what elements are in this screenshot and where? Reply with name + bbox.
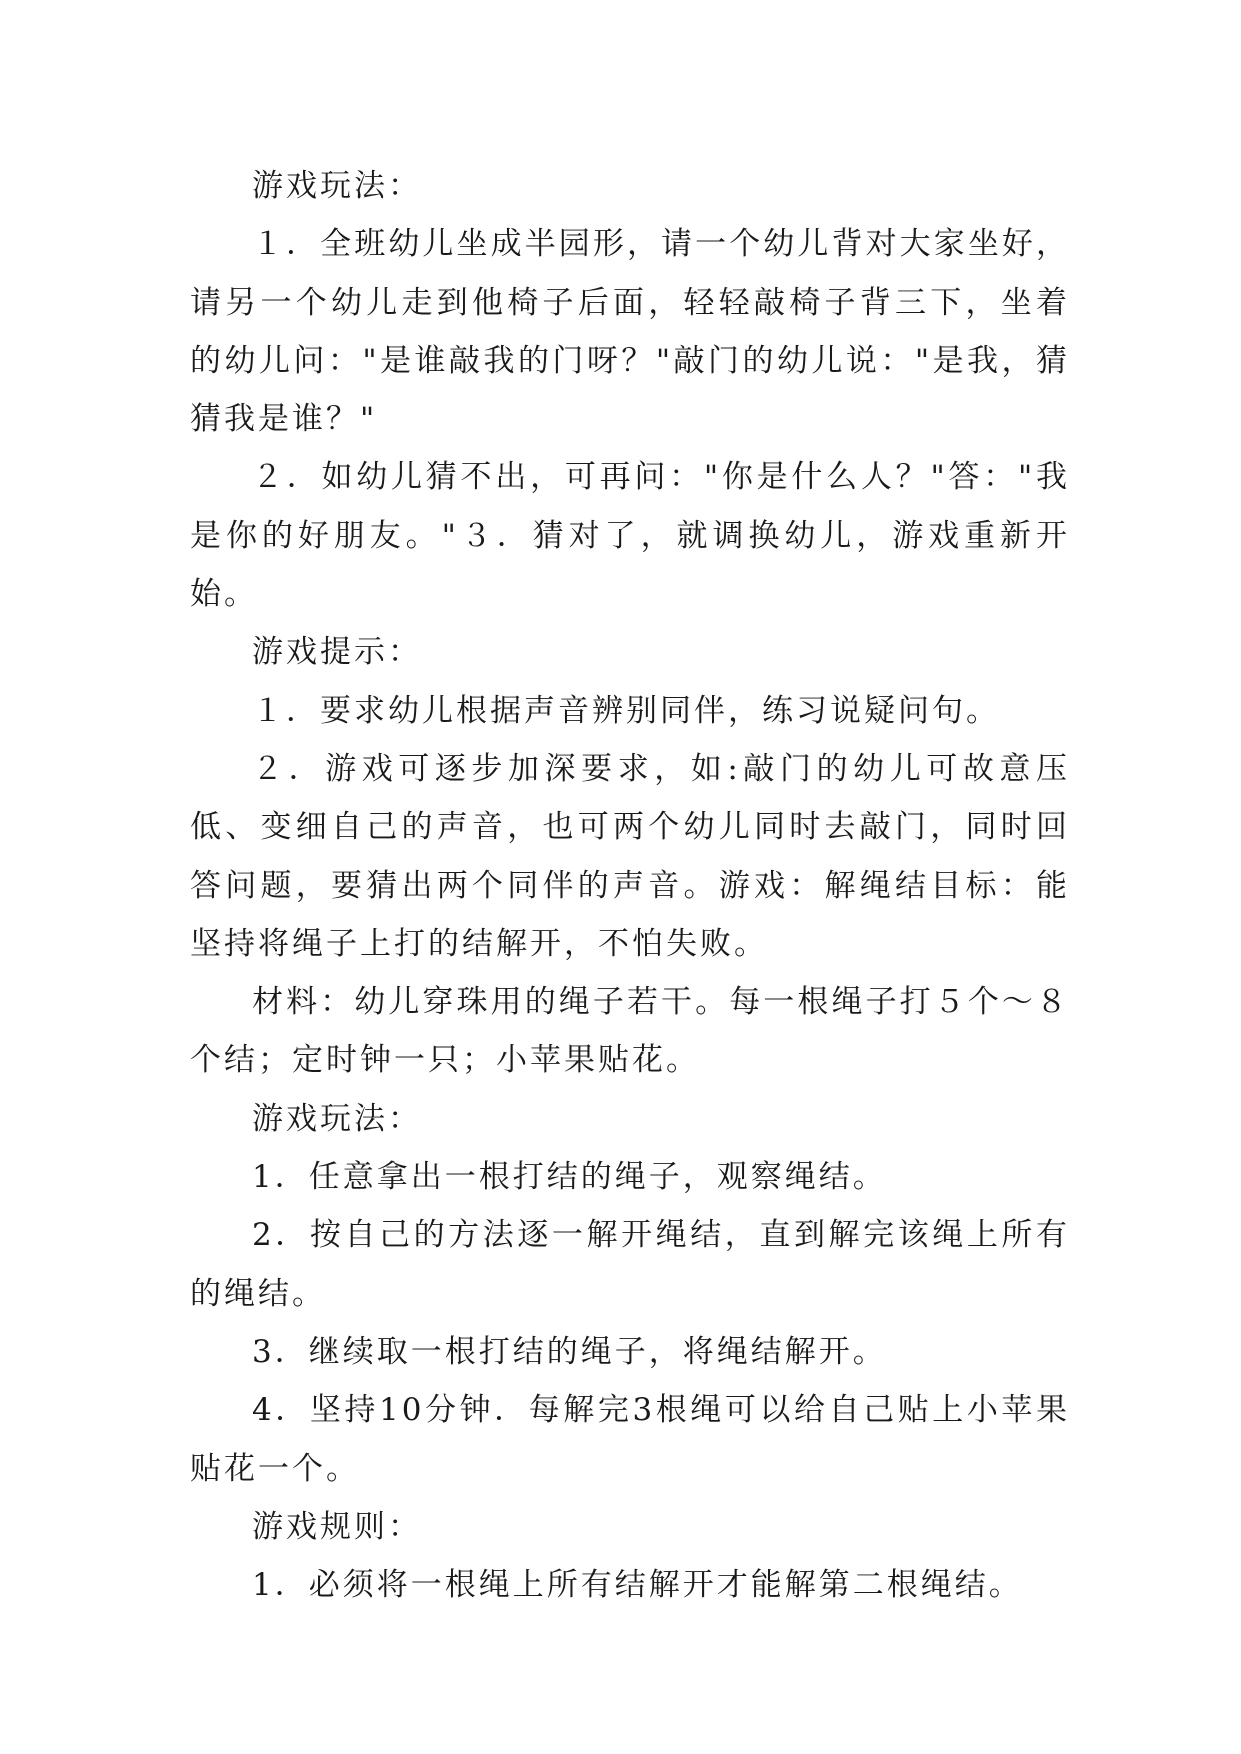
paragraph-tip-1: １．要求幼儿根据声音辨别同伴，练习说疑问句。 xyxy=(252,692,1000,729)
paragraph-rule-1: 1．必须将一根绳上所有结解开才能解第二根绳结。 xyxy=(252,1567,1023,1604)
paragraph-materials: 材料：幼儿穿珠用的绳子若干。每一根绳子打５个～８个结；定时钟一只；小苹果贴花。 xyxy=(190,984,1070,1079)
section-heading-gameplay-2: 游戏玩法： xyxy=(252,1100,422,1137)
paragraph-step-2-3: ２．如幼儿猜不出，可再问："你是什么人？"答："我是你的好朋友。"３．猜对了，就调换幼儿，游戏重新开始。 xyxy=(190,459,1070,613)
section-heading-rules: 游戏规则： xyxy=(252,1508,422,1545)
paragraph-step-1: １．全班幼儿坐成半园形，请一个幼儿背对大家坐好，请另一个幼儿走到他椅子后面，轻轻敲椅子背三下，坐着的幼儿问："是谁敲我的门呀？"敲门的幼儿说："是我，猜猜我是谁？" xyxy=(190,226,1070,438)
paragraph-rope-step-3: 3．继续取一根打结的绳子，将绳结解开。 xyxy=(252,1333,887,1370)
paragraph-rope-step-1: 1．任意拿出一根打结的绳子，观察绳结。 xyxy=(252,1159,887,1196)
paragraph-rope-step-4: 4．坚持10分钟．每解完3根绳可以给自己贴上小苹果贴花一个。 xyxy=(190,1392,1070,1487)
paragraph-tip-2: ２．游戏可逐步加深要求，如:敲门的幼儿可故意压低、变细自己的声音，也可两个幼儿同时去敲门，同时回答问题，要猜出两个同伴的声音。游戏：解绳结目标：能坚持将绳子上打的结解开，不怕失败。 xyxy=(190,750,1070,962)
section-heading-gameplay: 游戏玩法： xyxy=(252,168,422,204)
section-heading-tips: 游戏提示： xyxy=(252,634,422,671)
document-body xyxy=(190,157,1070,1614)
paragraph-rope-step-2: 2．按自己的方法逐一解开绳结，直到解完该绳上所有的绳结。 xyxy=(190,1217,1070,1312)
